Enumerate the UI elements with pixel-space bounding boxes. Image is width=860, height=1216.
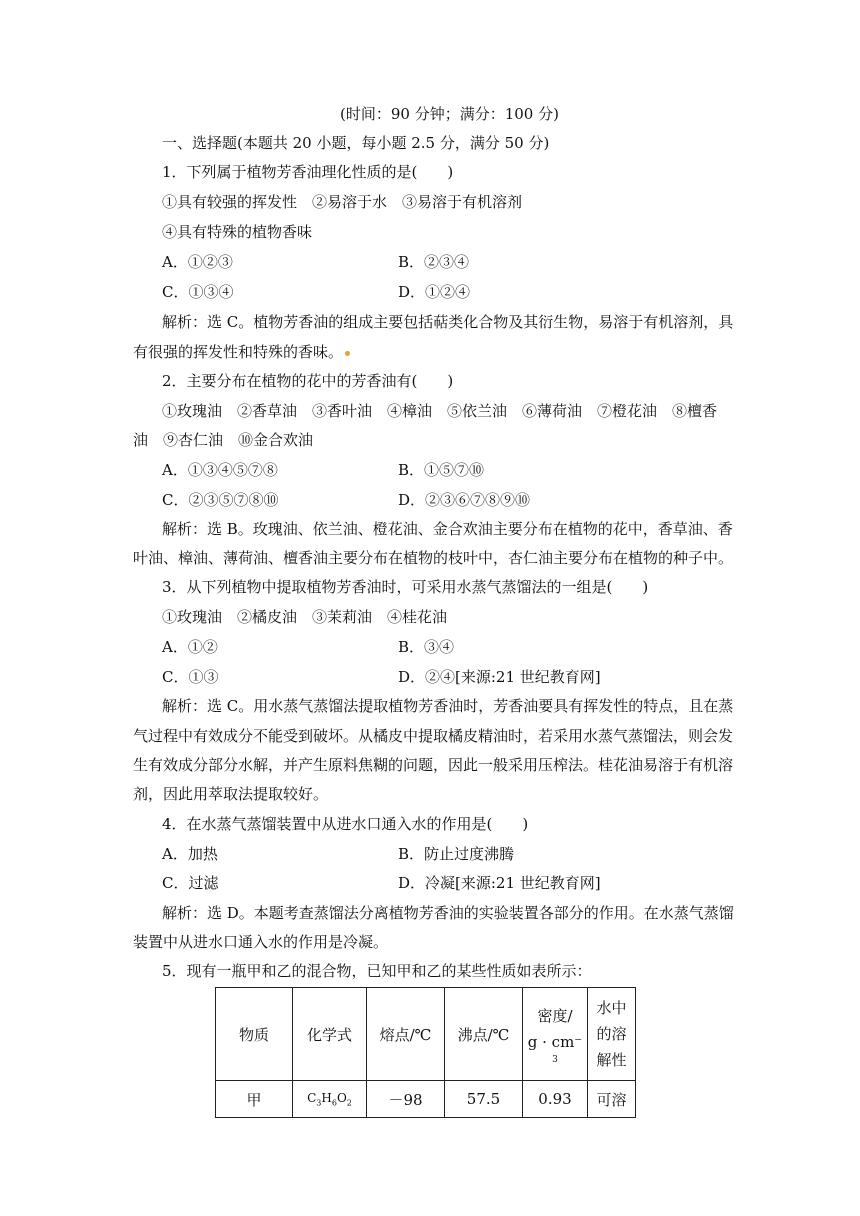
q4-option-a: A．加热 [162,845,218,863]
header-density [523,988,588,1081]
q4-option-c: C．过滤 [162,874,219,892]
q2-option-d: D．②③⑥⑦⑧⑨⑩ [398,491,531,509]
q1-option-d: D．①②④ [398,283,471,301]
q3-analysis-line1: 解析：选 C。用水蒸气蒸馏法提取植物芳香油时，芳香油要具有挥发性的特点，且在蒸 [162,697,734,715]
density-line1: 密度/ [537,1007,573,1025]
cell-substance: 甲 [216,1081,293,1118]
cell-solubility: 可溶 [588,1081,636,1118]
header-solubility [588,988,636,1081]
q2-items: ①玫瑰油 ②香草油 ③香叶油 ④樟油 ⑤依兰油 ⑥薄荷油 ⑦橙花油 ⑧檀香 [162,402,718,420]
q1-items: ①具有较强的挥发性 ②易溶于水 ③易溶于有机溶剂 [162,193,523,211]
formula-o: O [336,1090,347,1105]
header-boiling-point: 沸点/℃ [445,988,523,1081]
formula-h-count: 6 [331,1098,337,1108]
q4-option-d: D．冷凝[来源:21 世纪教育网] [398,874,601,892]
solubility-line3: 解性 [596,1051,627,1069]
q4-stem: 4．在水蒸气蒸馏装置中从进水口通入水的作用是( ) [162,815,529,833]
q2-items-cont: 油 ⑨杏仁油 ⑩金合欢油 [133,431,314,449]
formula-h: H [321,1090,332,1105]
q3-option-b: B．③④ [398,638,455,656]
formula-c: C [307,1090,317,1105]
cell-formula [293,1081,367,1118]
q3-items: ①玫瑰油 ②橘皮油 ③茉莉油 ④桂花油 [162,608,448,626]
q3-analysis-line4: 剂，因此用萃取法提取较好。 [133,785,329,803]
cell-melting-point: －98 [367,1081,445,1118]
cell-density: 0.93 [523,1081,588,1118]
orange-dot-mark [345,351,350,356]
q1-analysis-line1: 解析：选 C。植物芳香油的组成主要包括萜类化合物及其衍生物，易溶于有机溶剂，具 [162,313,734,331]
q1-option-a: A．①②③ [162,253,233,271]
table-header-row [216,988,636,1081]
q3-option-d: D．②④[来源:21 世纪教育网] [398,668,601,686]
q2-analysis-line1: 解析：选 B。玫瑰油、依兰油、橙花油、金合欢油主要分布在植物的花中，香草油、香 [162,520,733,538]
header-formula: 化学式 [293,988,367,1081]
q1-analysis-text: 有很强的挥发性和特殊的香味。 [133,343,344,361]
q3-stem: 3．从下列植物中提取植物芳香油时，可采用水蒸气蒸馏法的一组是( ) [162,578,649,596]
solubility-line1: 水中 [596,999,627,1017]
header-melting-point: 熔点/℃ [367,988,445,1081]
q1-stem: 1．下列属于植物芳香油理化性质的是( ) [162,163,454,181]
q2-option-b: B．①⑤⑦⑩ [398,461,485,479]
table-row [216,1081,636,1118]
q4-analysis-line2: 装置中从进水口通入水的作用是冷凝。 [133,933,389,951]
q3-option-c: C．①③ [162,668,219,686]
q3-option-a: A．①② [162,638,218,656]
density-line3: 3 [552,1055,558,1065]
q2-option-c: C．②③⑤⑦⑧⑩ [162,491,279,509]
q2-analysis-line2: 叶油、樟油、薄荷油、檀香油主要分布在植物的枝叶中，杏仁油主要分布在植物的种子中。 [133,549,734,567]
q1-analysis-line2 [133,342,350,362]
solubility-line2: 的溶 [596,1025,627,1043]
q4-analysis-line1: 解析：选 D。本题考查蒸馏法分离植物芳香油的实验装置各部分的作用。在水蒸气蒸馏 [162,904,734,922]
q1-option-b: B．②③④ [398,253,470,271]
density-line2: g · cm⁻ [527,1033,583,1051]
q4-option-b: B．防止过度沸腾 [398,845,515,863]
q1-items-cont: ④具有特殊的植物香味 [162,223,313,241]
q2-option-a: A．①③④⑤⑦⑧ [162,461,278,479]
cell-boiling-point: 57.5 [445,1081,523,1118]
time-score-header: (时间：90 分钟；满分：100 分) [340,105,559,123]
properties-table [215,987,636,1118]
formula-c-count: 3 [316,1098,322,1108]
q1-option-c: C．①③④ [162,283,234,301]
q2-stem: 2．主要分布在植物的花中的芳香油有( ) [162,372,454,390]
formula-o-count: 2 [346,1098,352,1108]
q3-analysis-line3: 生有效成分部分水解，并产生原料焦糊的问题，因此一般采用压榨法。桂花油易溶于有机溶 [133,756,734,774]
q3-analysis-line2: 气过程中有效成分不能受到破坏。从橘皮中提取橘皮精油时，若采用水蒸气蒸馏法，则会发 [133,727,734,745]
section-title: 一、选择题(本题共 20 小题，每小题 2.5 分，满分 50 分) [162,134,550,152]
q5-stem: 5．现有一瓶甲和乙的混合物，已知甲和乙的某些性质如表所示： [162,962,592,980]
header-substance: 物质 [216,988,293,1081]
